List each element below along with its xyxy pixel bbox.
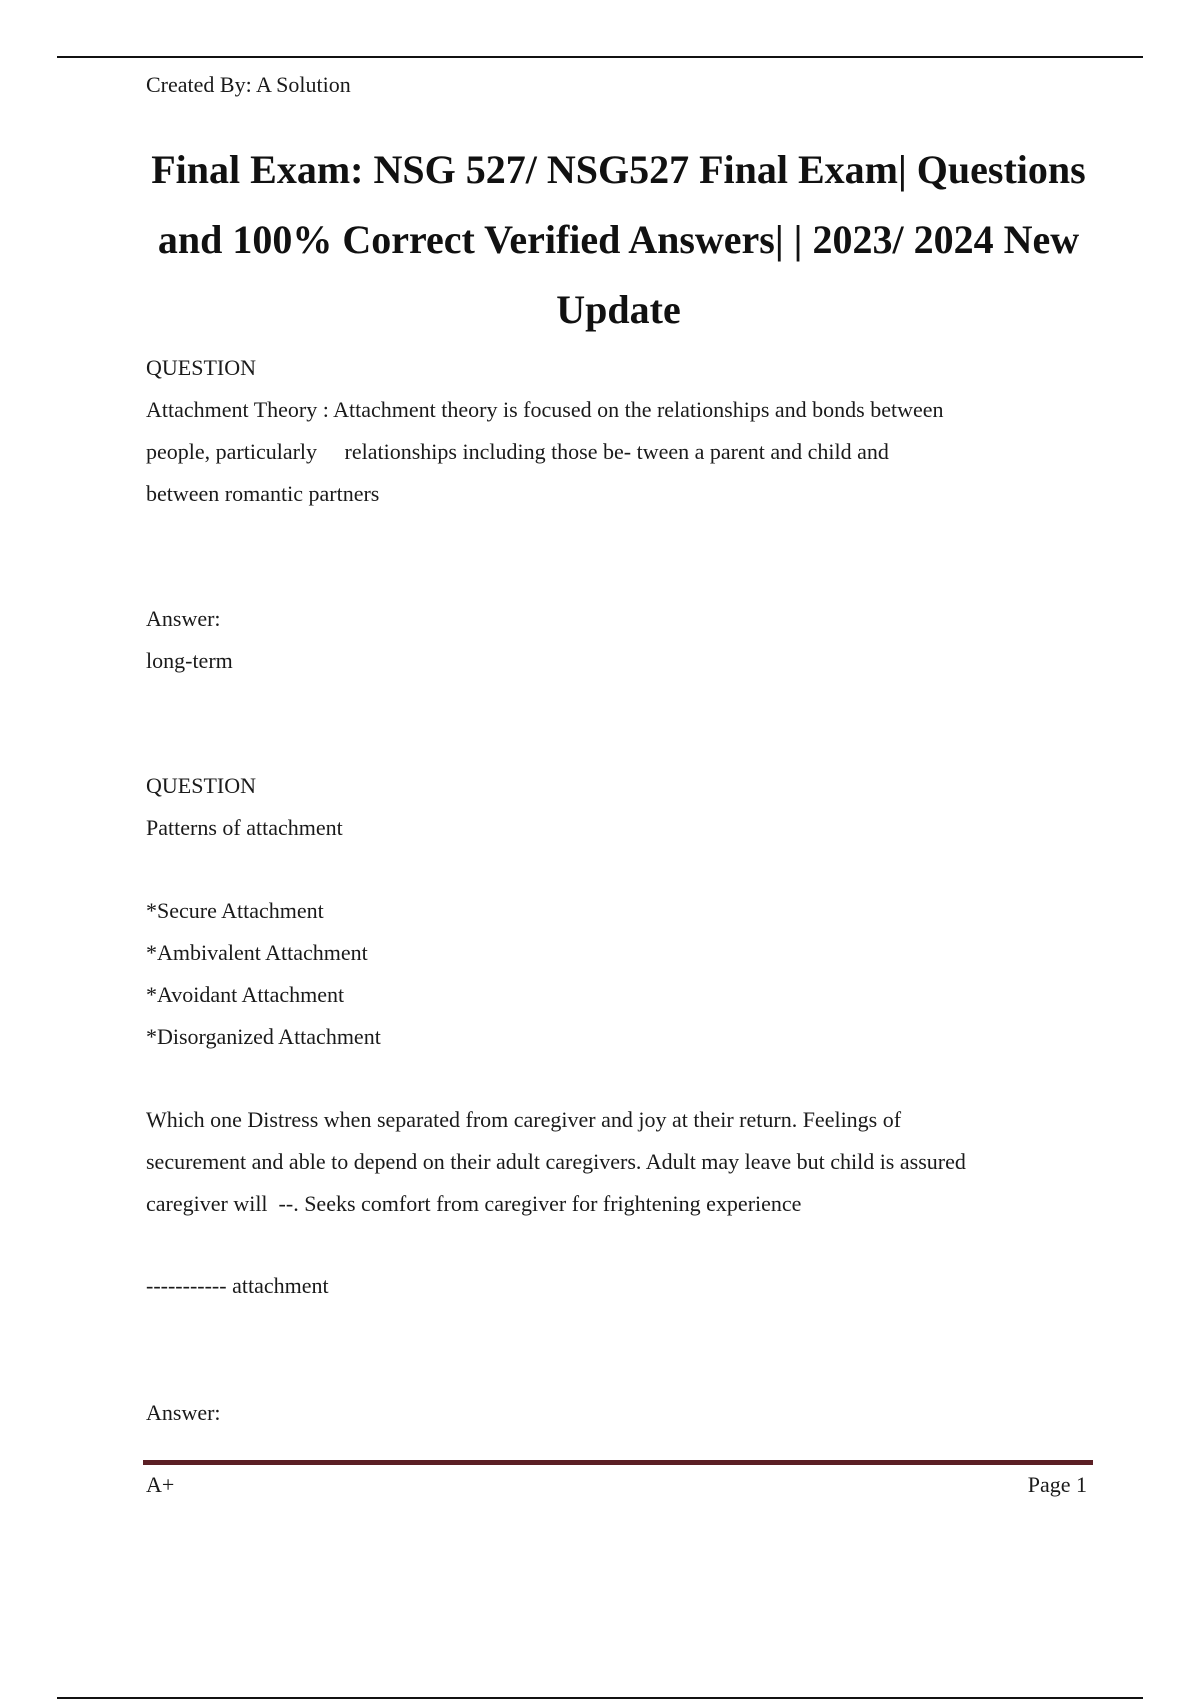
created-by-text: Created By: A Solution <box>146 72 351 97</box>
attachment-options-list <box>146 890 1091 1058</box>
top-divider <box>57 56 1143 58</box>
page-number: Page 1 <box>1027 1472 1087 1497</box>
answer-2-label: Answer: <box>146 1400 221 1425</box>
prompt-line: Which one Distress when separated from caregiver and joy at their return. Feelings of <box>146 1107 902 1132</box>
list-item: *Avoidant Attachment <box>146 982 345 1007</box>
bottom-divider <box>57 1697 1143 1699</box>
title-line-1: Final Exam: NSG 527/ NSG527 Final Exam| Questions <box>151 147 1086 192</box>
footer-divider <box>143 1460 1093 1465</box>
answer-label: Answer: <box>146 606 221 631</box>
question-label: QUESTION <box>146 355 256 380</box>
prompt-line: caregiver will --. Seeks comfort from caregiver for frightening experience <box>146 1191 802 1216</box>
title-line-2: and 100% Correct Verified Answers| | 2023/ 2024 New <box>157 217 1080 262</box>
list-item: *Ambivalent Attachment <box>146 940 368 965</box>
question-intro: Patterns of attachment <box>146 815 343 840</box>
answer-1 <box>146 598 1091 682</box>
question-text-line: Attachment Theory : Attachment theory is focused on the relationships and bonds between <box>146 397 944 422</box>
footer-grade-text: A+ <box>146 1472 175 1497</box>
question-2-prompt <box>146 1099 1091 1225</box>
answer-value: long-term <box>146 648 233 673</box>
list-item: *Disorganized Attachment <box>146 1024 381 1049</box>
list-item: *Secure Attachment <box>146 898 324 923</box>
fill-in-blank: ----------- attachment <box>146 1273 329 1298</box>
question-2 <box>146 765 1091 849</box>
title-line-3: Update <box>556 287 681 332</box>
document-title <box>146 135 1091 345</box>
question-1 <box>146 347 1091 515</box>
question-label: QUESTION <box>146 773 256 798</box>
question-text-line: people, particularly relationships including those be- tween a parent and child and <box>146 439 889 464</box>
prompt-line: securement and able to depend on their adult caregivers. Adult may leave but child is assured <box>146 1149 966 1174</box>
question-text-line: between romantic partners <box>146 481 380 506</box>
